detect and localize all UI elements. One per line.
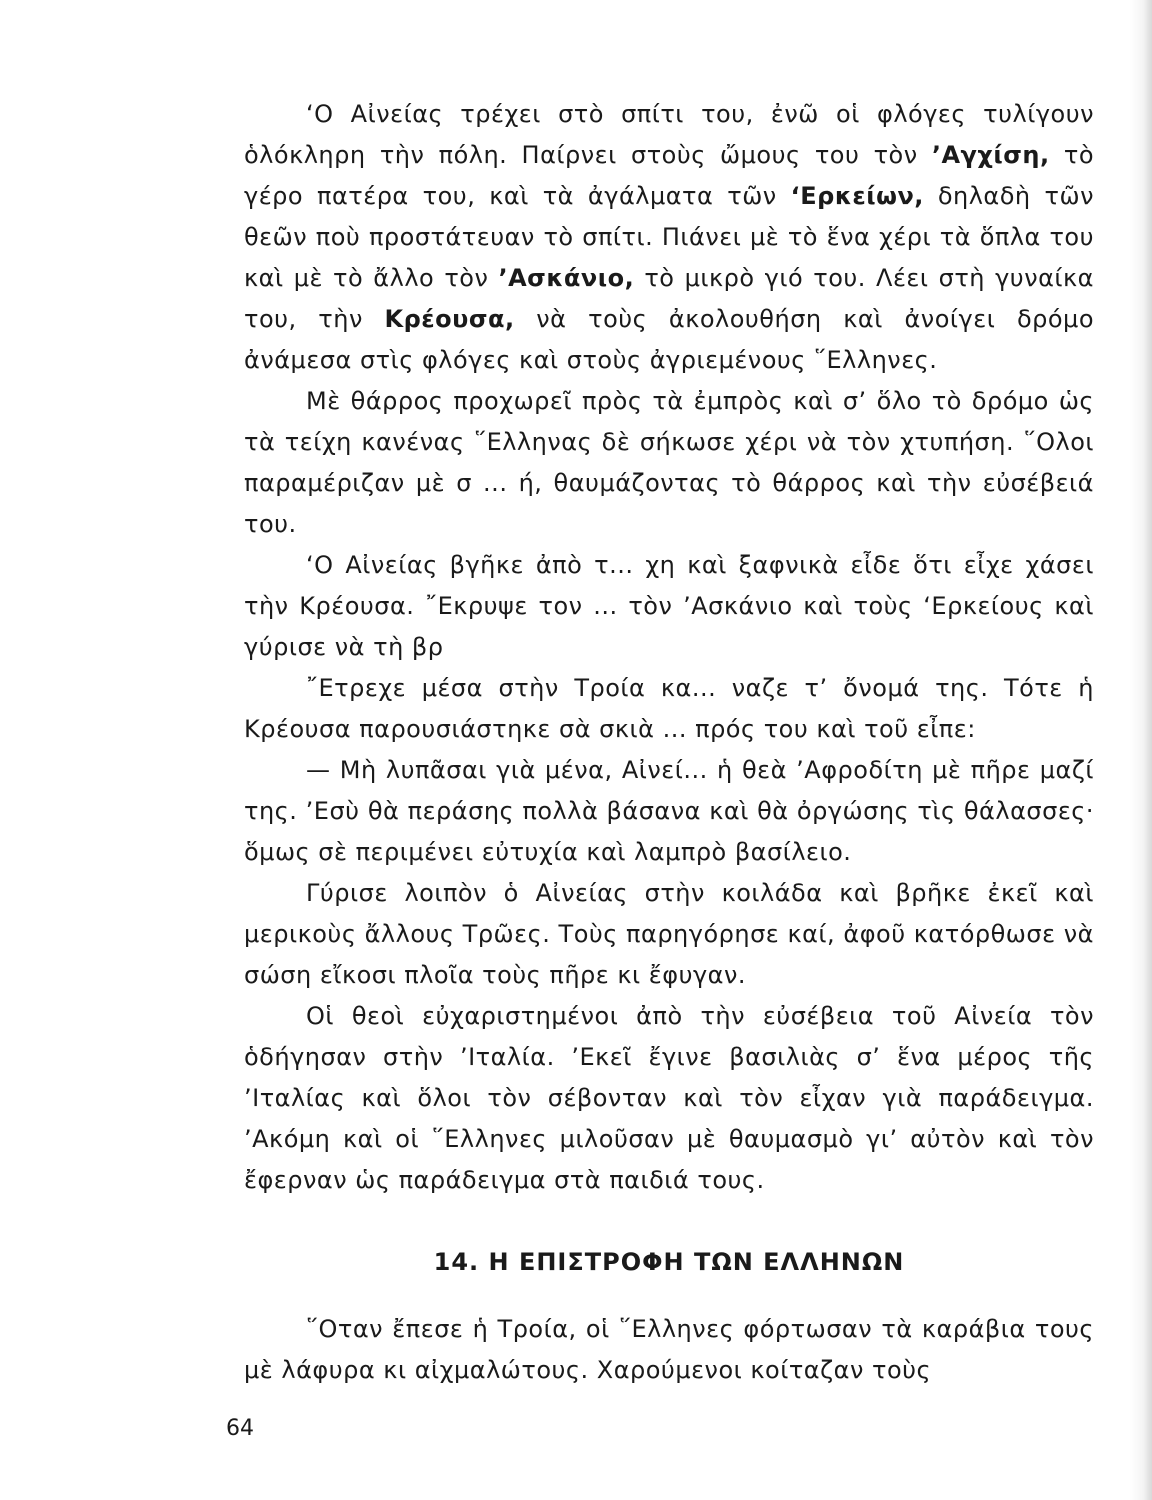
page-edge-shadow	[1130, 0, 1152, 1500]
page-number: 64	[226, 1416, 254, 1441]
paragraph-6: Γύρισε λοιπὸν ὁ Αἰνείας στὴν κοιλάδα καὶ βρῆκε ἐκεῖ καὶ μερικοὺς ἄλλους Τρῶες. Τοὺς παρηγόρησε καί, ἀφοῦ κατόρθωσε νὰ σώση εἴκοσι πλοῖα τοὺς πῆρε κι ἔφυγαν.	[244, 879, 1094, 989]
paragraph-3: ‘Ο Αἰνείας βγῆκε ἀπὸ τ... χη καὶ ξαφνικὰ εἶδε ὅτι εἶχε χάσει τὴν Κρέουσα. ῎Εκρυψε τον ... τὸν ’Ασκάνιο καὶ τοὺς ‘Ερκείους καὶ γύρισε νὰ τὴ βρ	[244, 551, 1094, 661]
name-ascanius: ’Ασκάνιο,	[498, 264, 635, 292]
paragraph-1-text-e: νὰ τοὺς ἀκολουθήση καὶ ἀνοίγει δρόμο ἀνάμεσα στὶς φλόγες καὶ στοὺς ἀγριεμένους ῞Ελληνες.	[244, 305, 1094, 374]
paragraph-1-text-a: ‘Ο Αἰνείας τρέχει στὸ σπίτι του, ἐνῶ οἱ φλόγες τυλίγουν ὁλόκληρη τὴν πόλη. Παίρνει στοὺς ὤμους του τὸν	[244, 100, 1094, 169]
paragraph-1-text-b: τὸ γέρο πατέρα του, καὶ τὰ ἀγάλματα τῶν	[244, 141, 1094, 210]
name-anchises: ’Αγχίση,	[931, 141, 1050, 169]
section-text-block	[244, 1309, 1094, 1391]
paragraph-1	[244, 94, 1094, 381]
paragraph-1-text-c: δηλαδὴ τῶν θεῶν ποὺ προστάτευαν τὸ σπίτι. Πιάνει μὲ τὸ ἕνα χέρι τὰ ὅπλα του καὶ μὲ τὸ ἄλλο τὸν	[244, 182, 1095, 292]
paragraph-4: ῎Ετρεχε μέσα στὴν Τροία κα... ναζε τ’ ὄνομά της. Τότε ἡ Κρέουσα παρουσιάστηκε σὰ σκιὰ ... πρός του καὶ τοῦ εἶπε:	[244, 674, 1094, 743]
paragraph-2: Μὲ θάρρος προχωρεῖ πρὸς τὰ ἐμπρὸς καὶ σ’ ὅλο τὸ δρόμο ὡς τὰ τείχη κανένας ῞Ελληνας δὲ σήκωσε χέρι νὰ τὸν χτυπήση. ῞Ολοι παραμέριζαν μὲ σ ... ή, θαυμάζοντας τὸ θάρρος καὶ τὴν εὐσέβειά του.	[244, 387, 1094, 538]
main-text-block	[244, 94, 1094, 1201]
paragraph-5-dialogue: — Μὴ λυπᾶσαι γιὰ μένα, Αἰνεί... ἡ θεὰ ’Αφροδίτη μὲ πῆρε μαζί της. ’Εσὺ θὰ περάσης πολλὰ βάσανα καὶ θὰ ὀργώσης τὶς θάλασσες· ὅμως σὲ περιμένει εὐτυχία καὶ λαμπρὸ βασίλειο.	[244, 756, 1094, 866]
paragraph-1-text-d: τὸ μικρὸ γιό του. Λέει στὴ γυναίκα του, τὴν	[244, 264, 1095, 333]
name-creusa: Κρέουσα,	[384, 305, 515, 333]
paragraph-7: Οἱ θεοὶ εὐχαριστημένοι ἀπὸ τὴν εὐσέβεια τοῦ Αἰνεία τὸν ὁδήγησαν στὴν ’Ιταλία. ’Εκεῖ ἔγινε βασιλιὰς σ’ ἕνα μέρος τῆς ’Ιταλίας καὶ ὅλοι τὸν σέβονταν καὶ τὸν εἶχαν γιὰ παράδειγμα. ’Ακόμη καὶ οἱ ῞Ελληνες μιλοῦσαν μὲ θαυμασμὸ γι’ αὐτὸν καὶ τὸν ἔφερναν ὡς παράδειγμα στὰ παιδιά τους.	[244, 1002, 1094, 1194]
section-heading: 14. Η ΕΠΙΣΤΡΟΦΗ ΤΩΝ ΕΛΛΗΝΩΝ	[433, 1248, 905, 1276]
section-paragraph-1: ῞Οταν ἔπεσε ἡ Τροία, οἱ ῞Ελληνες φόρτωσαν τὰ καράβια τους μὲ λάφυρα κι αἰχμαλώτους. Χαρούμενοι κοίταζαν τοὺς	[244, 1315, 1094, 1384]
name-herkeioi: ‘Ερκείων,	[790, 182, 924, 210]
